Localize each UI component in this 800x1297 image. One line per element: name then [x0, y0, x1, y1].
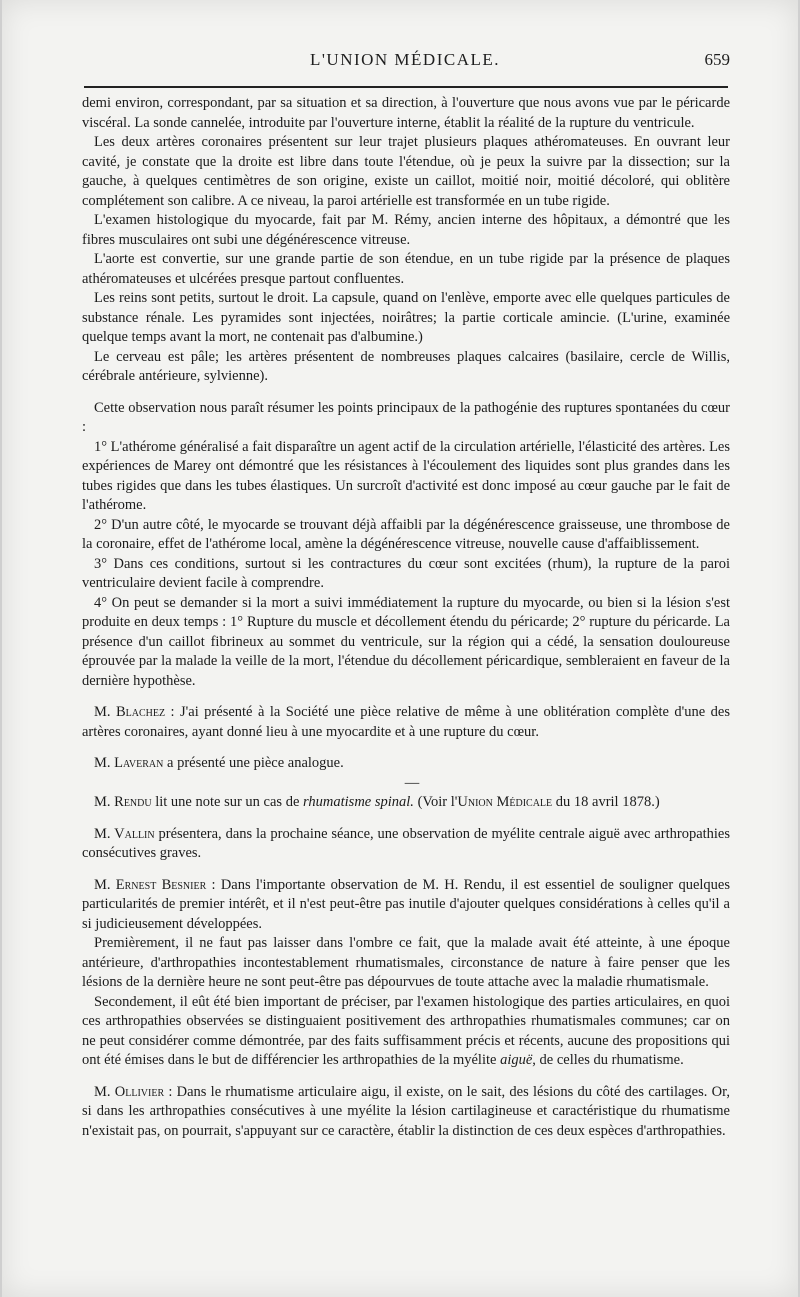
paragraph: Secondement, il eût été bien important de préciser, par l'examen histologique des parties articulaires, en quoi ces arthropathies observées se distinguaient positivement des arthropathies rhumatismales communes; car on ne peut considérer comme démontrée, par des faits suffisamment précis et récents, aucune des propositions qui ont été émises dans le but de différencier les arthropathies de la myélite aiguë, de celles du rhumatisme. [82, 993, 730, 1068]
paragraph: Le cerveau est pâle; les artères présentent de nombreuses plaques calcaires (basilaire, cercle de Willis, cérébrale antérieure, sylvienne). [82, 348, 730, 384]
article-body [82, 94, 730, 1141]
page [2, 0, 798, 1297]
paragraph: 4° On peut se demander si la mort a suivi immédiatement la rupture du myocarde, ou bien si la lésion s'est produite en deux temps : 1° Rupture du muscle et décollement étendu du péricarde; 2° rupture du péricarde. La présence d'un caillot fibrineux au sommet du ventricule, sur la région qui a cédé, la sensation douloureuse éprouvée par la malade la veille de la mort, l'étendue du décollement péricardique, sembleraient en faveur de la dernière hypothèse. [82, 594, 730, 689]
speaker-name: M. Ernest Besnier : [94, 876, 216, 893]
section-dash: — [404, 774, 420, 791]
paragraph: M. Blachez : J'ai présenté à la Société une pièce relative de même à une oblitération complète d'une des artères coronaires, ayant donné lieu à une myocardite et à une rupture du cœur. [82, 704, 730, 740]
speaker-name: M. Laveran [94, 755, 164, 771]
header-rule [84, 86, 728, 88]
paragraph: L'aorte est convertie, sur une grande partie de son étendue, en un tube rigide par la présence de plaques athéromateuses et ulcérées presque partout confluentes. [82, 251, 730, 287]
paragraph: Premièrement, il ne faut pas laisser dans l'ombre ce fait, que la malade avait été atteinte, à une époque antérieure, d'arthropathies incontestablement rhumatismales, circonstance de nature à faire penser que les lésions de la dernière heure ne sont peut-être pas dépourvues de toute attache avec la maladie rhumatismale. [82, 935, 730, 990]
page-header [80, 46, 730, 76]
paragraph: L'examen histologique du myocarde, fait par M. Rémy, ancien interne des hôpitaux, a démontré que les fibres musculaires ont subi une dégénérescence vitreuse. [82, 212, 730, 248]
paragraph: 2° D'un autre côté, le myocarde se trouvant déjà affaibli par la dégénérescence graisseuse, une thrombose de la coronaire, effet de l'athérome local, amène la dégénérescence vitreuse, nouvelle cause d'affaiblissement. [82, 516, 730, 552]
paragraph: M. Laveran a présenté une pièce analogue. [94, 755, 344, 771]
paragraph: Les reins sont petits, surtout le droit. La capsule, quand on l'enlève, emporte avec elle quelques particules de substance rénale. Les pyramides sont injectées, noirâtres; la partie corticale amincie. (L'urine, examinée quelque temps avant la mort, ne contenait pas d'albumine.) [82, 290, 730, 345]
paragraph: M. Ollivier : Dans le rhumatisme articulaire aigu, il existe, on le sait, des lésions du côté des cartilages. Or, si dans les arthropathies consécutives à une myélite la lésion cartilagineuse et caractéristique du rhumatisme n'existait pas, on pourrait, s'appuyant sur ce caractère, établir la distinction de ces deux espèces d'arthropathies. [82, 1083, 730, 1139]
running-title: L'UNION MÉDICALE. [309, 50, 501, 69]
paragraph: M. Vallin présentera, dans la prochaine séance, une observation de myélite centrale aiguë avec arthropathies consécutives graves. [82, 825, 731, 861]
paragraph: 1° L'athérome généralisé a fait disparaître un agent actif de la circulation artérielle, l'élasticité des artères. Les expériences de Marey ont démontré que les résistances à l'écoulement des liquides sont plus grandes dans les tubes rigides que dans les tubes élastiques. Un surcroît d'activité est donc imposé au cœur gauche par le fait de l'athérome. [82, 438, 730, 513]
speaker-name: M. Blachez : [94, 704, 175, 720]
speaker-name: M. Rendu [94, 794, 152, 810]
paragraph: M. Rendu lit une note sur un cas de rhumatisme spinal. (Voir l'Union Médicale du 18 avril 1878.) [94, 794, 660, 810]
paragraph: Les deux artères coronaires présentent sur leur trajet plusieurs plaques athéromateuses. En ouvrant leur cavité, je constate que la droite est libre dans toute l'étendue, où je peux la suivre par la dissection; sur la gauche, à quelques centimètres de son origine, existe un caillot, moitié noir, moitié décoloré, qui oblitère complétement son calibre. A ce niveau, la paroi artérielle est transformée en un tube rigide. [82, 134, 730, 209]
speaker-name: M. Ollivier : [94, 1083, 173, 1100]
paragraph: Cette observation nous paraît résumer les points principaux de la pathogénie des ruptures spontanées du cœur : [82, 399, 730, 435]
page-number: 659 [704, 50, 730, 69]
paragraph: 3° Dans ces conditions, surtout si les contractures du cœur sont excitées (rhum), la rupture de la paroi ventriculaire devient facile à comprendre. [82, 555, 730, 591]
speaker-name: M. Vallin [94, 825, 155, 842]
paragraph: M. Ernest Besnier : Dans l'importante observation de M. H. Rendu, il est essentiel de souligner quelques particularités de premier intérêt, et il n'est peut-être pas inutile d'ajouter quelques considérations à celles qu'il a si judicieusement développées. [82, 876, 730, 932]
paragraph: demi environ, correspondant, par sa situation et sa direction, à l'ouverture que nous avons vue par le péricarde viscéral. La sonde cannelée, introduite par l'ouverture interne, établit la réalité de la rupture du ventricule. [82, 95, 730, 131]
